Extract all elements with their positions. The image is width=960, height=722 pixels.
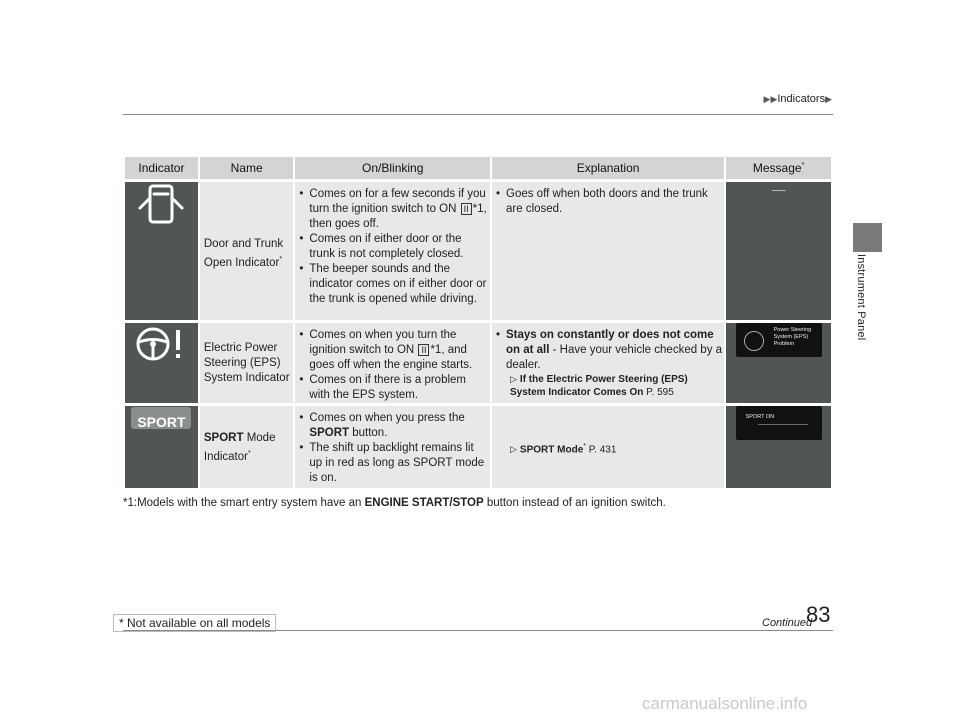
steering-message-icon (744, 331, 764, 351)
indicator-table (123, 157, 833, 488)
name-cell (200, 323, 294, 403)
explanation-bold: Stays on constantly or does not come on at all (506, 329, 714, 356)
display-graphic (758, 424, 808, 431)
cross-reference-link[interactable] (496, 373, 722, 399)
breadcrumb-label: Indicators (777, 93, 826, 105)
not-available-mark: * (583, 443, 586, 450)
on-blinking-text: *1, and goes off when the engine starts. (309, 344, 473, 371)
not-available-note: * Not available on all models (113, 614, 276, 632)
header-on-blinking: On/Blinking (295, 157, 490, 179)
message-cell (726, 323, 831, 403)
on-blinking-cell (295, 406, 490, 488)
breadcrumb-arrow-icon: ▶ (825, 94, 832, 104)
list-item (299, 411, 488, 441)
sport-mode-icon (130, 421, 192, 433)
footnote-text: *1:Models with the smart entry system have an (123, 497, 365, 509)
indicator-cell (125, 323, 198, 403)
ignition-position-icon: II (461, 203, 472, 215)
continued-label: Continued (762, 617, 813, 629)
cross-reference-link[interactable] (496, 406, 722, 456)
footnote-bold: ENGINE START/STOP (364, 497, 484, 509)
table-row (125, 406, 831, 488)
table-row (125, 182, 831, 320)
not-available-mark: * (279, 256, 283, 263)
indicator-name: Door and Trunk Open Indicator (203, 238, 284, 269)
message-display (736, 406, 822, 440)
reference-arrow-icon: ▷ (510, 444, 517, 455)
footnote-text: button instead of an ignition switch. (483, 497, 666, 509)
on-blinking-cell (295, 182, 490, 320)
indicator-name: Electric Power Steering (EPS) System Indicator (203, 342, 290, 384)
header-explanation: Explanation (492, 157, 724, 179)
name-cell (200, 406, 294, 488)
header-rule (123, 114, 833, 115)
car-door-open-icon (136, 219, 186, 231)
on-blinking-text: Comes on when you press the (309, 412, 465, 424)
reference-page: P. 595 (646, 387, 674, 398)
reference-title: SPORT Mode (519, 444, 584, 456)
indicator-name-bold: SPORT (203, 432, 244, 444)
indicator-cell (125, 182, 198, 320)
not-available-mark: * (801, 162, 805, 169)
name-cell (200, 182, 294, 320)
side-label: Instrument Panel (855, 254, 867, 341)
ignition-position-icon: II (418, 344, 429, 356)
on-blinking-text: Comes on when you turn the ignition switch to ON (309, 329, 457, 356)
header-message (726, 157, 831, 179)
list-item: • Comes on if there is a problem with the EPS system. (299, 373, 488, 403)
steering-warning-icon (133, 356, 189, 368)
page-number: 83 (806, 602, 831, 627)
breadcrumb-arrow-icon: ▶▶ (763, 94, 778, 104)
table-row (125, 323, 831, 403)
message-display (736, 323, 822, 357)
on-blinking-text: *1, then goes off. (309, 203, 487, 230)
explanation-text: - Have your vehicle checked by a dealer. (506, 344, 723, 371)
on-blinking-cell (295, 323, 490, 403)
header-message-label: Message (752, 161, 802, 175)
list-item (299, 187, 488, 232)
list-item (496, 328, 722, 373)
list-item: • Comes on if either door or the trunk is not completely closed. (299, 232, 488, 262)
reference-arrow-icon: ▷ (510, 374, 517, 384)
table-header-row (125, 157, 831, 179)
reference-page: P. 431 (588, 444, 617, 456)
header-name: Name (200, 157, 294, 179)
list-item: • Goes off when both doors and the trunk are closed. (496, 187, 722, 217)
section-tab (853, 223, 882, 252)
indicator-name: Mode Indicator (203, 432, 276, 463)
message-text: SPORT ON (745, 414, 775, 420)
not-available-mark: * (247, 450, 251, 457)
explanation-cell (492, 406, 724, 488)
message-text: Power Steering System (EPS) Problem (773, 327, 812, 347)
message-cell (726, 406, 831, 488)
breadcrumb (560, 93, 832, 105)
on-blinking-text: button. (349, 427, 388, 439)
on-blinking-bold: SPORT (309, 427, 350, 439)
indicator-cell (125, 406, 198, 488)
message-dash: — (771, 181, 786, 197)
list-item: • The beeper sounds and the indicator comes on if either door or the trunk is opened while driving. (299, 262, 488, 307)
list-item: • The shift up backlight remains lit up in red as long as SPORT mode is on. (299, 441, 488, 486)
header-indicator: Indicator (125, 157, 198, 179)
explanation-cell (492, 323, 724, 403)
reference-title: If the Electric Power Steering (EPS) System Indicator Comes On (510, 374, 688, 398)
footnote (123, 497, 666, 509)
watermark: carmanualsonline.info (642, 694, 808, 713)
list-item (299, 328, 488, 373)
on-blinking-text: Comes on for a few seconds if you turn the ignition switch to ON (309, 188, 486, 215)
explanation-cell (492, 182, 724, 320)
message-cell (726, 182, 831, 320)
